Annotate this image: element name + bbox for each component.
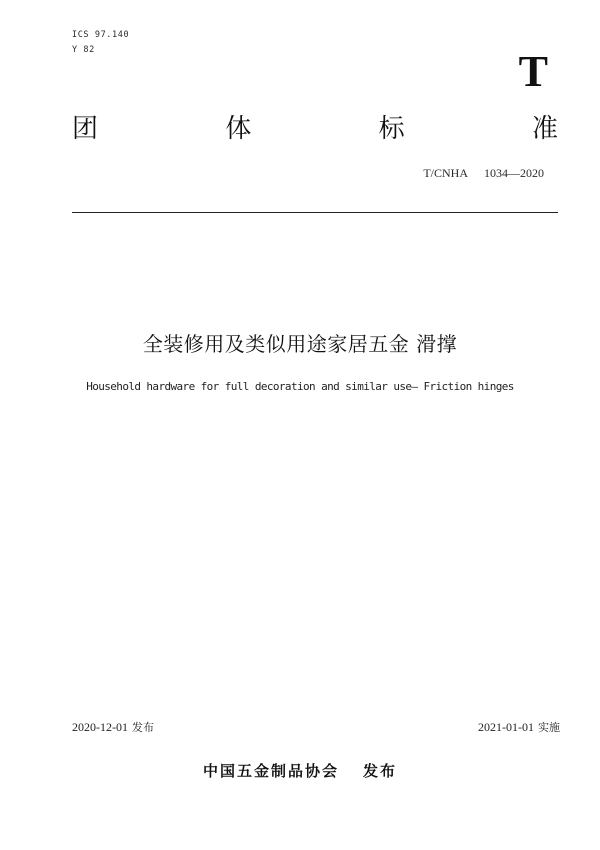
standard-logo-letter: T <box>518 47 548 96</box>
publish-label: 发布 <box>132 721 154 734</box>
standard-code <box>423 166 544 181</box>
standard-type-heading <box>72 113 558 145</box>
implement-date: 2021-01-01 <box>478 720 534 734</box>
standard-type-char: 体 <box>225 114 252 144</box>
implement-label: 实施 <box>538 721 560 734</box>
publisher-line <box>0 760 600 781</box>
publisher-name: 中国五金制品协会 <box>202 762 339 780</box>
implement-date-line <box>478 719 560 735</box>
publisher-action: 发布 <box>363 762 398 780</box>
standard-code-prefix: T/CNHA <box>423 166 468 180</box>
standard-type-char: 标 <box>378 114 405 144</box>
publish-date-line <box>72 719 154 735</box>
ics-code: ICS 97.140 <box>72 30 130 40</box>
document-title-cn: 全装修用及类似用途家居五金 滑撑 <box>142 332 458 356</box>
header-divider <box>72 212 558 213</box>
standard-type-char: 团 <box>72 114 99 144</box>
standard-code-number: 1034—2020 <box>484 166 544 180</box>
standard-type-char: 准 <box>531 114 558 144</box>
document-title-en: Household hardware for full decoration and similar use— Friction hinges <box>86 380 514 393</box>
ccs-code: Y 82 <box>72 45 95 55</box>
publish-date: 2020-12-01 <box>72 720 128 734</box>
